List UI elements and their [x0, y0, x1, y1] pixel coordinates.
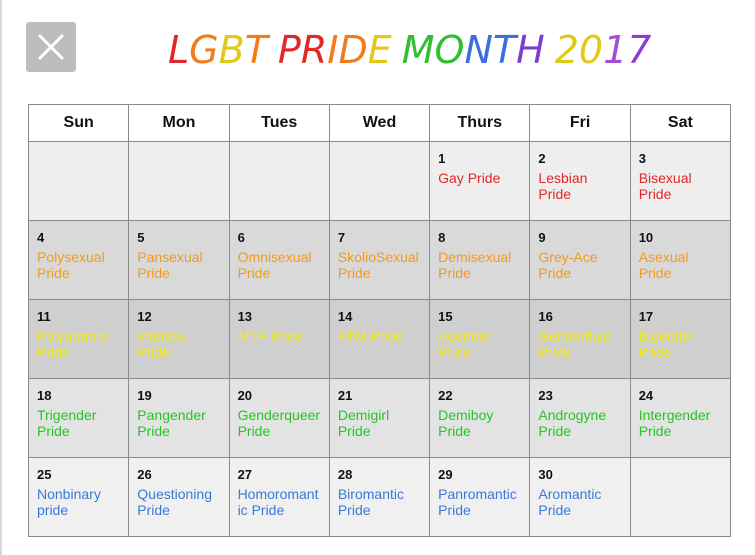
day-cell	[530, 458, 630, 537]
title-letter: 7	[627, 28, 652, 72]
weekday-mon: Mon	[129, 105, 229, 142]
day-cell	[329, 379, 429, 458]
day-number: 7	[337, 230, 346, 245]
day-number: 5	[137, 230, 145, 245]
day-label: Grey-Ace Pride	[538, 249, 598, 281]
week-row	[29, 221, 731, 300]
day-cell	[29, 300, 129, 379]
title-letter: T	[244, 28, 268, 72]
day-number: 29	[438, 467, 453, 482]
weekday-sat: Sat	[630, 105, 730, 142]
day-cell	[329, 221, 429, 300]
day-cell	[129, 142, 229, 221]
day-cell	[630, 379, 730, 458]
day-number: 11	[37, 309, 51, 324]
title-letter: B	[218, 28, 245, 72]
day-number: 18	[37, 388, 52, 403]
day-label: Pangender Pride	[137, 407, 206, 439]
day-cell	[430, 221, 530, 300]
day-number: 16	[538, 309, 553, 324]
day-number: 15	[438, 309, 453, 324]
day-label: Bigender Pride	[638, 328, 695, 360]
day-label: Aromantic Pride	[538, 486, 602, 518]
day-number: 19	[137, 388, 152, 403]
day-number: 10	[638, 230, 654, 245]
day-number: 2	[538, 151, 546, 166]
title-letter: N	[464, 28, 493, 72]
day-label: Intergender Pride	[638, 407, 711, 439]
day-label: Demiboy Pride	[438, 407, 494, 439]
day-label: Panromantic Pride	[438, 486, 517, 518]
weekday-header-row	[29, 105, 731, 142]
day-number: 23	[538, 388, 553, 403]
day-label: Demigirl Pride	[337, 407, 390, 439]
title-letter: E	[367, 28, 392, 72]
title-letter: H	[516, 28, 545, 72]
day-number: 3	[638, 151, 646, 166]
day-cell	[29, 379, 129, 458]
day-cell	[329, 458, 429, 537]
title-letter: 2	[554, 28, 579, 72]
day-cell	[530, 142, 630, 221]
day-label: Androgyne Pride	[538, 407, 607, 439]
week-row	[29, 300, 731, 379]
day-number: 27	[237, 467, 253, 482]
title-letter: 1	[603, 28, 628, 72]
day-number: 8	[438, 230, 446, 245]
day-label: Trigender Pride	[37, 407, 97, 439]
weekday-sun: Sun	[29, 105, 129, 142]
calendar-grid	[28, 104, 731, 537]
week-row	[29, 379, 731, 458]
day-number: 17	[638, 309, 654, 324]
day-number: 28	[337, 467, 353, 482]
day-cell	[630, 458, 730, 537]
day-label: MTF Pride	[237, 328, 303, 344]
title-letter: M	[401, 28, 435, 72]
title-letter: L	[168, 28, 190, 72]
day-number: 24	[638, 388, 654, 403]
day-cell	[29, 458, 129, 537]
title-letter: T	[492, 28, 517, 72]
day-cell	[129, 221, 229, 300]
day-cell	[329, 142, 429, 221]
day-cell	[630, 142, 730, 221]
day-number: 4	[37, 230, 45, 245]
day-cell	[129, 300, 229, 379]
day-cell	[129, 458, 229, 537]
day-cell	[229, 142, 329, 221]
day-cell	[430, 142, 530, 221]
day-cell	[229, 300, 329, 379]
weekday-thurs: Thurs	[430, 105, 530, 142]
title-letter: 0	[578, 28, 604, 72]
day-label: Bisexual Pride	[638, 170, 692, 202]
day-label: Demisexual Pride	[438, 249, 512, 281]
day-label: Questioning Pride	[137, 486, 212, 518]
day-number: 26	[137, 467, 152, 482]
day-number: 12	[137, 309, 152, 324]
weekday-tues: Tues	[229, 105, 329, 142]
day-number: 6	[237, 230, 245, 245]
day-label: Polysexual Pride	[37, 249, 105, 281]
day-cell	[430, 379, 530, 458]
day-number: 20	[237, 388, 253, 403]
weekday-wed: Wed	[329, 105, 429, 142]
day-cell	[630, 221, 730, 300]
day-label: Lesbian Pride	[538, 170, 588, 202]
title-letter: P	[277, 28, 301, 72]
day-number: 25	[37, 467, 52, 482]
title-letter: R	[300, 28, 328, 72]
day-label: Nonbinary pride	[37, 486, 101, 518]
day-number: 30	[538, 467, 553, 482]
title-letter: G	[189, 28, 219, 72]
day-number: 22	[438, 388, 453, 403]
day-cell	[229, 221, 329, 300]
day-label: Genderfluid Pride	[538, 328, 611, 360]
day-cell	[229, 379, 329, 458]
day-cell	[430, 458, 530, 537]
close-icon	[26, 22, 76, 72]
day-label: Omnisexual Pride	[237, 249, 312, 281]
day-number: 14	[337, 309, 353, 324]
left-edge-rule	[0, 0, 2, 555]
page-title	[168, 26, 652, 74]
title-letter: O	[434, 28, 465, 72]
day-label: Biromantic Pride	[337, 486, 404, 518]
day-label: Agender Pride	[438, 328, 492, 360]
day-cell	[530, 221, 630, 300]
day-number: 21	[337, 388, 353, 403]
day-cell	[530, 300, 630, 379]
day-cell	[129, 379, 229, 458]
day-label: Homoromant ic Pride	[237, 486, 319, 518]
day-label: Polyarmory Pride	[37, 328, 108, 360]
week-row	[29, 142, 731, 221]
day-label: Asexual Pride	[638, 249, 689, 281]
close-button[interactable]	[26, 22, 76, 72]
day-cell	[630, 300, 730, 379]
day-cell	[530, 379, 630, 458]
day-number: 1	[438, 151, 446, 166]
week-row	[29, 458, 731, 537]
weekday-fri: Fri	[530, 105, 630, 142]
day-cell	[229, 458, 329, 537]
title-letter: D	[338, 28, 368, 72]
day-number: 9	[538, 230, 546, 245]
title-letter: I	[327, 28, 339, 72]
day-label: Genderqueer Pride	[237, 407, 321, 439]
day-cell	[430, 300, 530, 379]
day-label: Gay Pride	[438, 170, 501, 186]
day-cell	[329, 300, 429, 379]
day-cell	[29, 142, 129, 221]
day-cell	[29, 221, 129, 300]
day-number: 13	[237, 309, 253, 324]
day-label: FTM Pride	[337, 328, 404, 344]
day-label: SkolioSexual Pride	[337, 249, 419, 281]
day-label: Pansexual Pride	[137, 249, 203, 281]
day-label: Intersex Pride	[137, 328, 188, 360]
